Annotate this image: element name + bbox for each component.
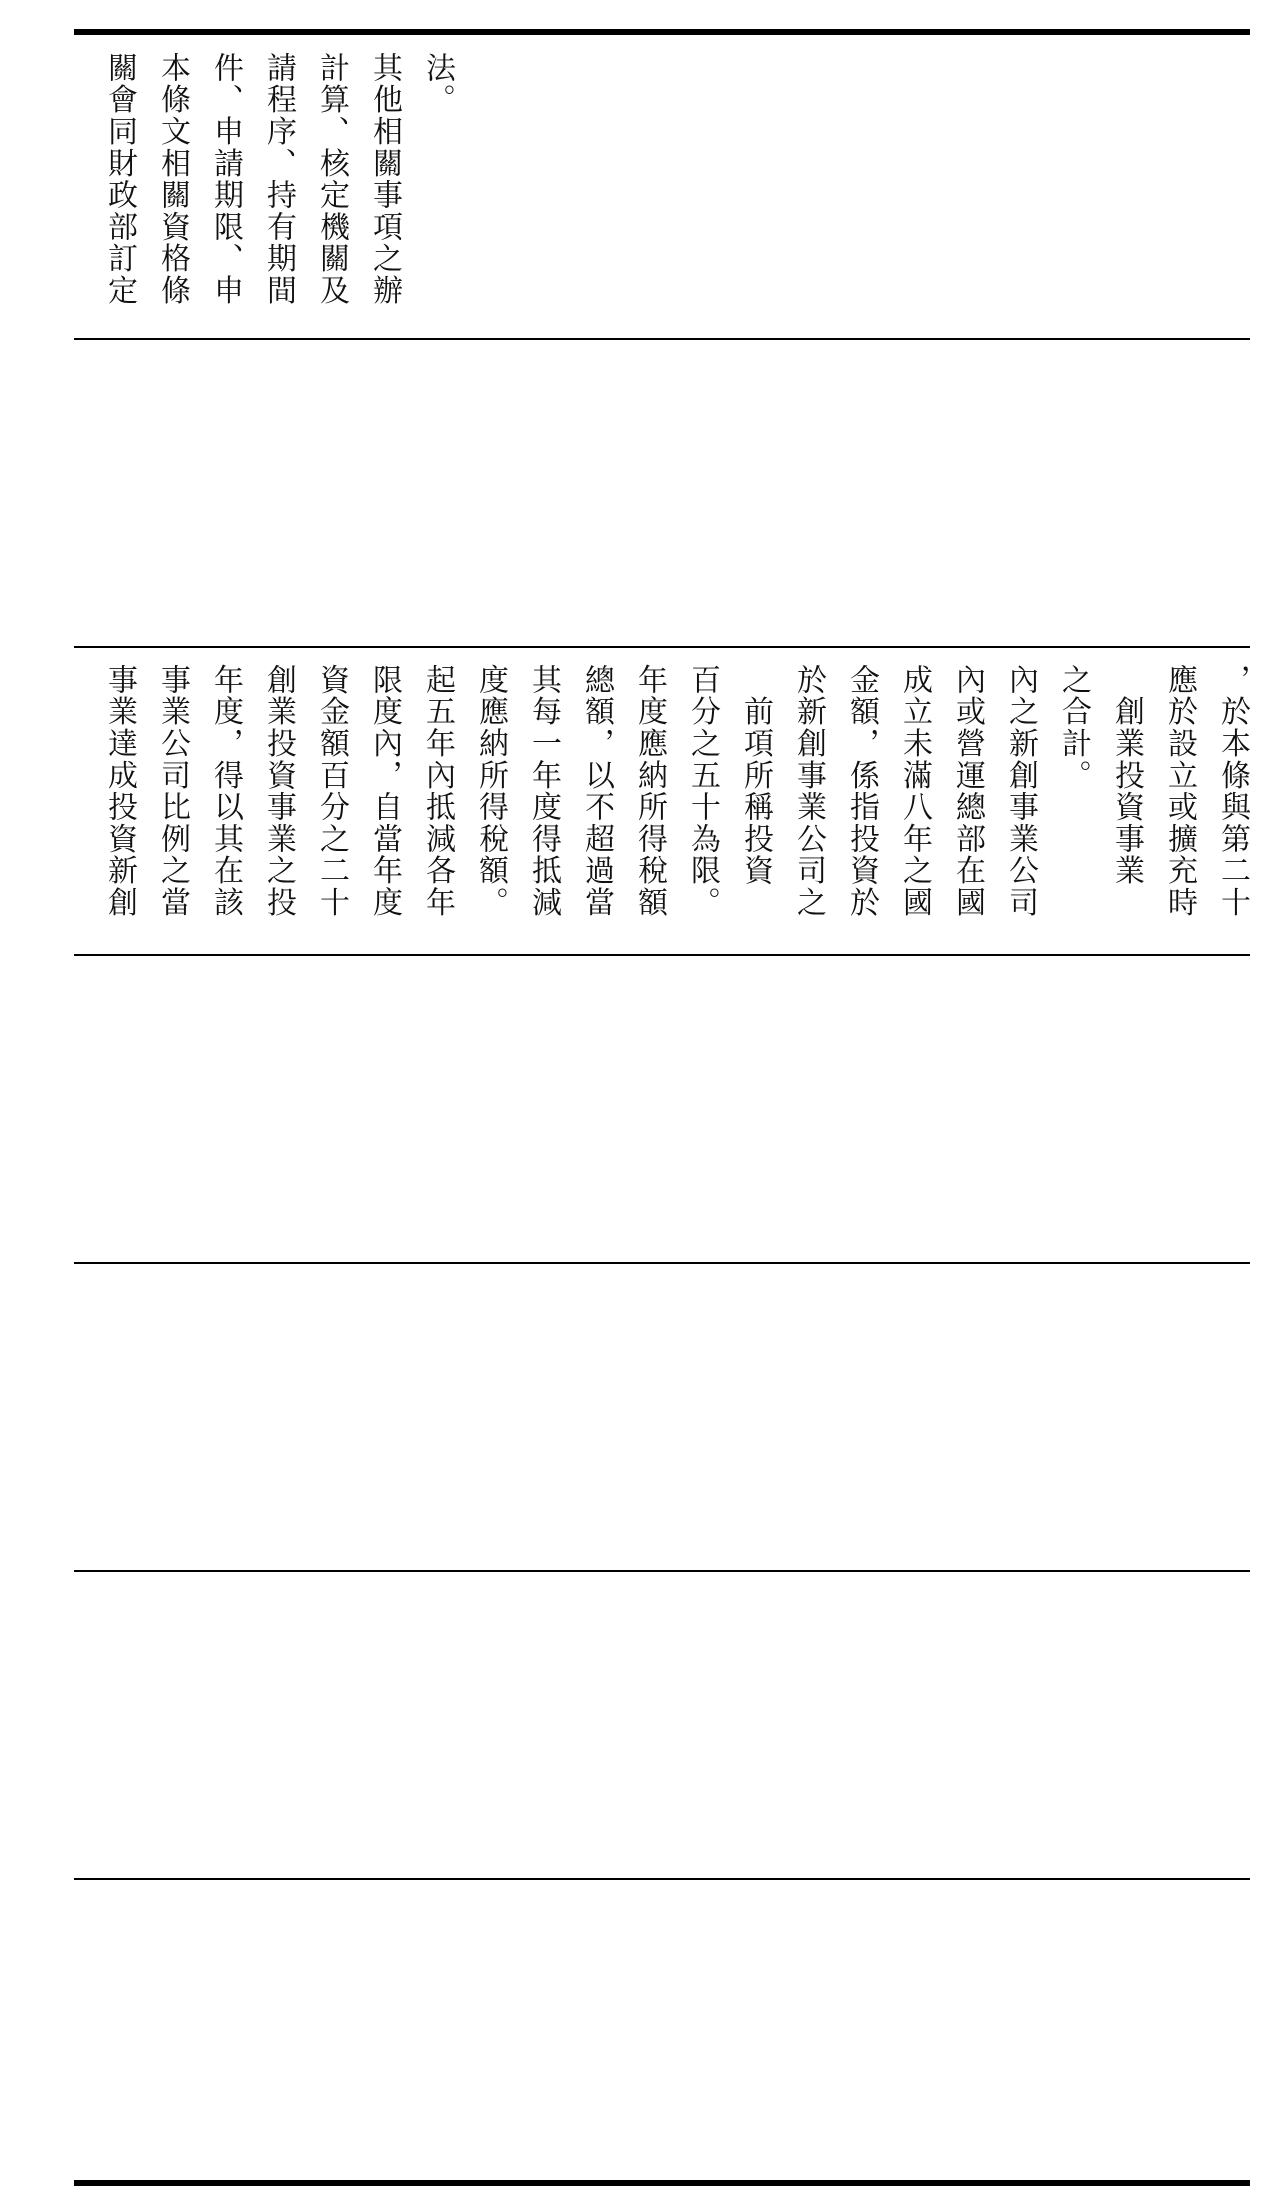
text-column: 內之新創事業公司: [1003, 664, 1038, 919]
table-row: [74, 36, 1250, 338]
bottom-border-rule: [74, 2180, 1250, 2186]
table-row: [74, 340, 1250, 646]
text-column: 之合計。: [1056, 664, 1091, 792]
text-column: 百分之五十為限。: [685, 664, 720, 919]
text-column: 創業投資事業之投: [261, 664, 296, 919]
text-column: 年度，得以其在該: [208, 664, 243, 919]
text-column: 其他相關事項之辦: [367, 52, 402, 307]
text-column: 應於設立或擴充時: [1162, 664, 1197, 919]
text-column: 成立未滿八年之國: [897, 664, 932, 919]
text-column: 前項所稱投資: [738, 664, 773, 887]
text-column: 年度應納所得稅額: [632, 664, 667, 919]
text-column: 請程序、持有期間: [261, 52, 296, 307]
table-row: [74, 1572, 1250, 1878]
text-column: 事業達成投資新創: [102, 664, 137, 919]
table-row: [74, 648, 1250, 954]
text-column: 度應納所得稅額。: [473, 664, 508, 919]
text-column: 其每一年度得抵減: [526, 664, 561, 919]
text-column: 資金額百分之二十: [314, 664, 349, 919]
text-column: 於新創事業公司之: [791, 664, 826, 919]
table-row: [74, 956, 1250, 1262]
table-row: [74, 1880, 1250, 2180]
text-column: 件、申請期限、申: [208, 52, 243, 307]
text-column: ，於本條與第二十: [1215, 664, 1250, 919]
text-column: 總額，以不超過當: [579, 664, 614, 919]
text-column: 金額，係指投資於: [844, 664, 879, 919]
text-column: 計算、核定機關及: [314, 52, 349, 307]
text-column: 本條文相關資格條: [155, 52, 190, 307]
table-row: [74, 1264, 1250, 1570]
text-column: 限度內，自當年度: [367, 664, 402, 919]
top-border-rule: [74, 29, 1250, 35]
text-column: 事業公司比例之當: [155, 664, 190, 919]
row-text-columns: [74, 36, 459, 338]
text-column: 起五年內抵減各年: [420, 664, 455, 919]
row-text-columns: [74, 648, 1250, 954]
text-column: 法。: [420, 52, 455, 116]
text-column: 關會同財政部訂定: [102, 52, 137, 307]
text-column: 創業投資事業: [1109, 664, 1144, 887]
text-column: 內或營運總部在國: [950, 664, 985, 919]
